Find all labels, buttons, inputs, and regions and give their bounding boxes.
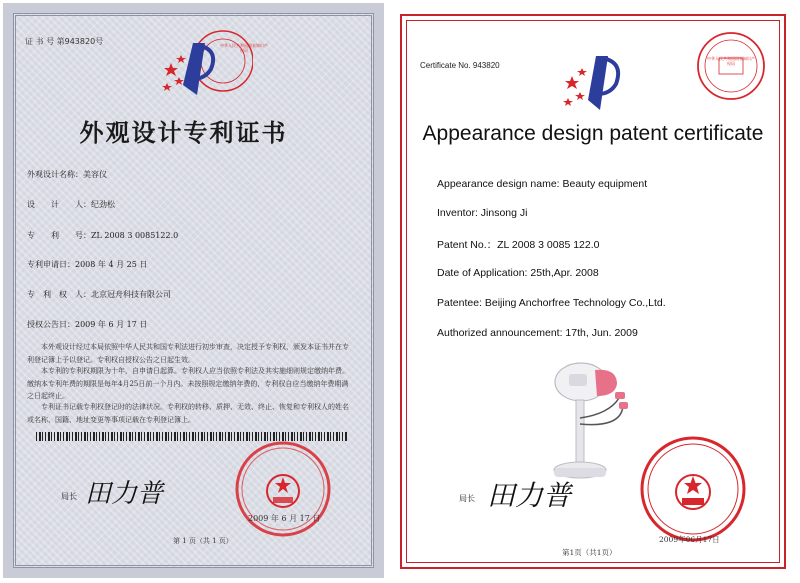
chief-label: 局长 [61, 492, 77, 501]
field-application-date: Date of Application: 25th,Apr. 2008 [437, 267, 599, 279]
signature: 田力普 [487, 479, 572, 512]
seal-date: 2009年06月17日 [659, 535, 720, 544]
certificate-number: Certificate No. 943820 [420, 61, 500, 70]
field-patent-number: Patent No.：ZL 2008 3 0085 122.0 [437, 239, 600, 251]
certificate-number: 证 书 号 第943820号 [25, 37, 104, 46]
paragraph-1: 本外观设计经过本局依照中华人民共和国专利法进行初步审查，决定授予专利权，颁发本证书并在专利登记簿上予以登记。专利权自授权公告之日起生效。 [27, 343, 349, 364]
page-number: 第 1 页（共 1 页） [173, 537, 233, 545]
signature: 田力普 [85, 479, 164, 509]
chief-label: 局长 [459, 494, 475, 503]
seal-date: 2009 年 6 月 17 日 [248, 514, 321, 523]
field-name: 外观设计名称：美容仪 [27, 170, 107, 179]
logo-caption: 中华人民共和国国家知识产权局 [220, 43, 268, 53]
stamp-text: 中华人民共和国国家知识产权局 [707, 56, 755, 66]
page-number: 第1页（共1页） [562, 548, 617, 557]
document-title: 外观设计专利证书 [79, 118, 288, 147]
english-certificate [400, 14, 786, 569]
field-patentee: Patentee: Beijing Anchorfree Technology Co.,Ltd. [437, 297, 666, 309]
field-designer: 设 计 人：纪劲松 [27, 200, 115, 209]
document-title: Appearance design patent certificate [422, 122, 764, 145]
field-inventor: Inventor: Jinsong Ji [437, 207, 528, 219]
chinese-certificate [3, 3, 384, 578]
field-announcement-date: Authorized announcement: 17th, Jun. 2009 [437, 327, 638, 339]
field-announcement-date: 授权公告日：2009 年 6 月 17 日 [27, 320, 148, 329]
field-design-name: Appearance design name: Beauty equipment [437, 178, 648, 190]
field-patent-number: 专 利 号：ZL 2008 3 0085122.0 [27, 231, 179, 240]
field-application-date: 专利申请日：2008 年 4 月 25 日 [27, 260, 148, 269]
official-seal [233, 439, 333, 539]
field-patentee: 专 利 权 人：北京冠舟科技有限公司 [27, 290, 171, 299]
sipo-logo [552, 36, 657, 126]
paragraph-2: 本专利的专利权期限为十年，自申请日起算。专利权人应当依照专利法及其实施细则规定缴纳年费。缴纳本专利年费的期限是每年4月25日前一个月内。未按照规定缴纳年费的，专利权自应当缴纳年费期满之日起终止。 [27, 367, 349, 400]
sipo-logo [153, 25, 253, 111]
official-seal [638, 434, 748, 544]
corner-stamp [695, 30, 767, 102]
paragraph-3: 专利证书记载专利权登记时的法律状况。专利权的转移、质押、无效、终止、恢复和专利权人的姓名或名称、国籍、地址变更等事项记载在专利登记簿上。 [27, 403, 349, 424]
